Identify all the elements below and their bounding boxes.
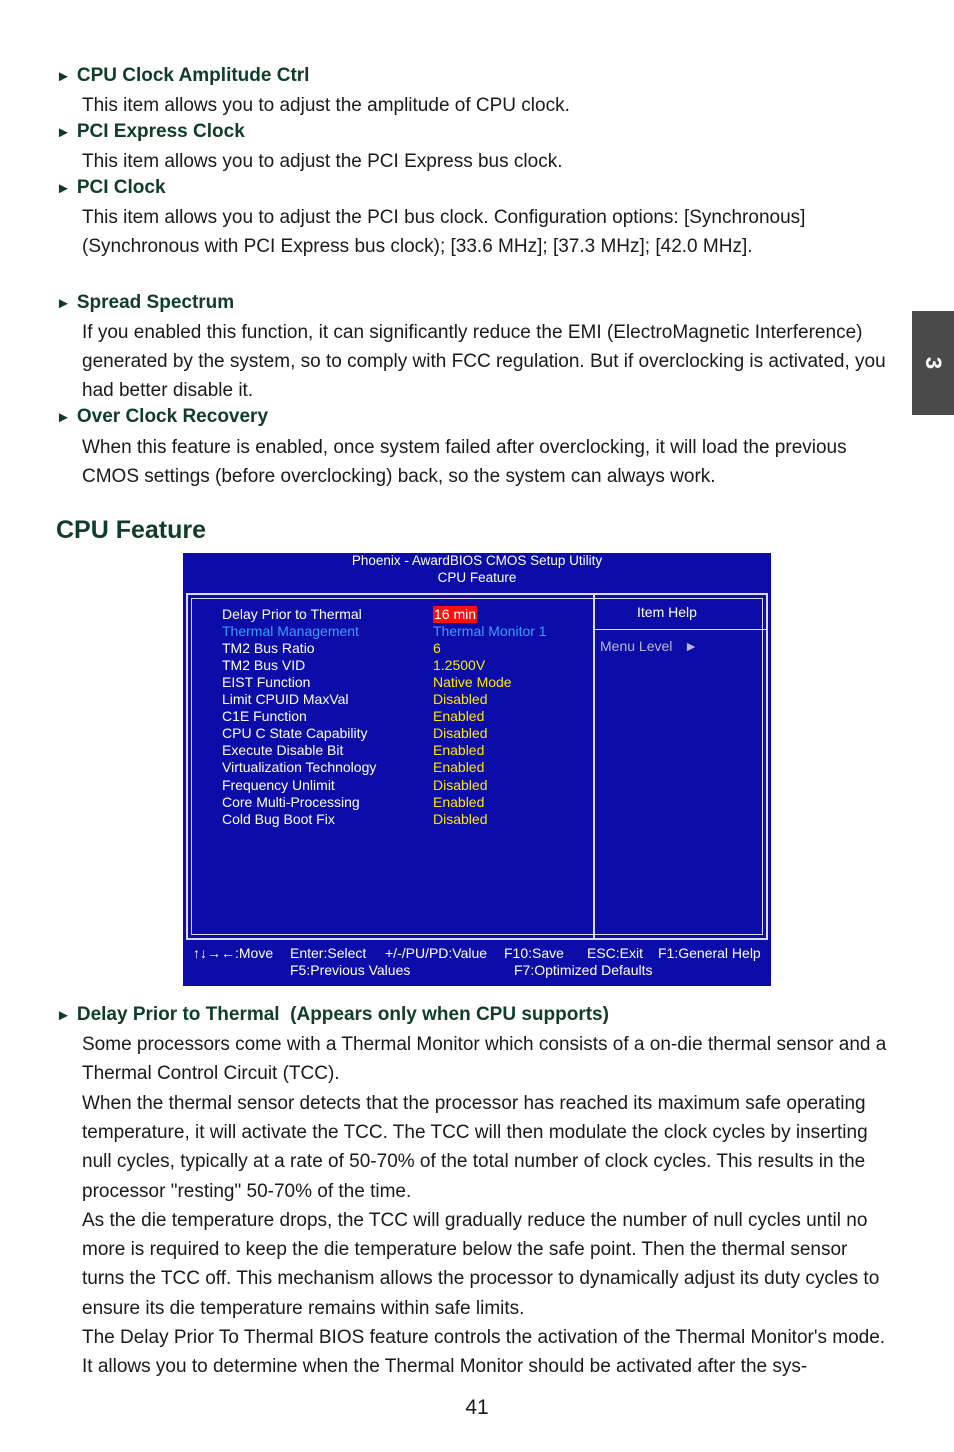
item-heading-pci-express-clock: ► PCI Express Clock [56,121,245,142]
bios-screen [183,553,771,986]
triangle-right-icon: ► [56,295,71,312]
menu-level: Menu Level ► [600,638,698,654]
item-heading-spread-spectrum: ► Spread Spectrum [56,292,235,313]
item-text-pci-clock: This item allows you to adjust the PCI bus clock. Configuration options: [Synchronous] (Synchronous with PCI Express bus clock); [33.6 MHz]; [37.3 MHz]; [42.0 MHz]. [82,207,806,258]
item-text-cpu-clock-amplitude: This item allows you to adjust the amplitude of CPU clock. [82,95,570,116]
footer-defaults: F7:Optimized Defaults [514,962,653,978]
footer-help: F1:General Help [658,945,761,961]
chapter-tab: 3 [912,311,954,415]
bios-frame: Delay Prior to Thermal 16 min Thermal Management Thermal Monitor 1 TM2 Bus Ratio 6 TM2 Bus VID 1.2500V EIST Function Native Mode Limit CPUID MaxVal Disabled C1E Function Enabled CPU C State Capability Disabled Execute Disable Bit Enabled Virtualization Technology Enabled Frequency Unlimit Disabled Core Multi-Processing Enabled Cold Bug Boot Fix Disabled [186,593,768,940]
item-text-pci-express-clock: This item allows you to adjust the PCI Express bus clock. [82,151,563,172]
bios-panel-divider [593,595,595,938]
footer-exit: ESC:Exit [587,945,644,961]
delay-paragraph-4: The Delay Prior To Thermal BIOS feature controls the activation of the Thermal Monitor's mode. It allows you to determine when the Thermal Monitor should be activated after the sys- [82,1327,886,1378]
bios-subtitle: CPU Feature [437,570,517,585]
delay-paragraph-2: When the thermal sensor detects that the processor has reached its maximum safe operating temperature, it will activate the TCC. The TCC will then modulate the clock cycles by inserting null cycles, typically at a rate of 50-70% of the total number of clock cycles. This results in the processor "resting" 50-70% of the time. [82,1093,868,1202]
footer-value: +/-/PU/PD:Value [385,945,488,961]
item-heading-pci-clock: ► PCI Clock [56,177,166,198]
footer-prev: F5:Previous Values [290,962,411,978]
triangle-right-icon: ► [56,1007,71,1024]
item-heading-cpu-clock-amplitude: ► CPU Clock Amplitude Ctrl [56,65,310,86]
item-text-spread-spectrum: If you enabled this function, it can significantly reduce the EMI (ElectroMagnetic Interference) generated by the system, so to comply with FCC regulation. But if overclocking is activated, you had better disable it. [82,322,886,402]
item-help-title: Item Help [637,604,697,620]
bios-selected-value[interactable]: 16 min [434,606,477,622]
page-number: 41 [465,1396,489,1419]
item-text-over-clock-recovery: When this feature is enabled, once system failed after overclocking, it will load the previous CMOS settings (before overclocking) back, so the system can always work. [82,437,847,488]
item-heading-over-clock-recovery: ► Over Clock Recovery [56,406,269,427]
footer-move: ↑↓→←:Move [193,945,274,961]
triangle-right-icon: ► [56,180,71,197]
delay-paragraph-3: As the die temperature drops, the TCC will gradually reduce the number of null cycles until no more is required to keep the die temperature below the safe point. Then the thermal sensor turns the TCC off. This mechanism allows the processor to dynamically adjust its duty cycles to ensure its die temperature remains within safe limits. [82,1210,880,1319]
delay-paragraph-1: Some processors come with a Thermal Monitor which consists of a on-die thermal sensor and a Thermal Control Circuit (TCC). [82,1034,887,1085]
bios-title: Phoenix - AwardBIOS CMOS Setup Utility [351,553,603,568]
triangle-right-icon: ► [56,68,71,85]
triangle-right-icon: ► [56,409,71,426]
section-title: CPU Feature [56,516,207,544]
triangle-right-icon: ► [56,124,71,141]
footer-save: F10:Save [504,945,564,961]
footer-enter: Enter:Select [290,945,367,961]
item-heading-delay-prior-to-thermal: ► Delay Prior to Thermal (Appears only when CPU supports) [56,1004,609,1025]
triangle-right-icon: ► [684,638,698,654]
